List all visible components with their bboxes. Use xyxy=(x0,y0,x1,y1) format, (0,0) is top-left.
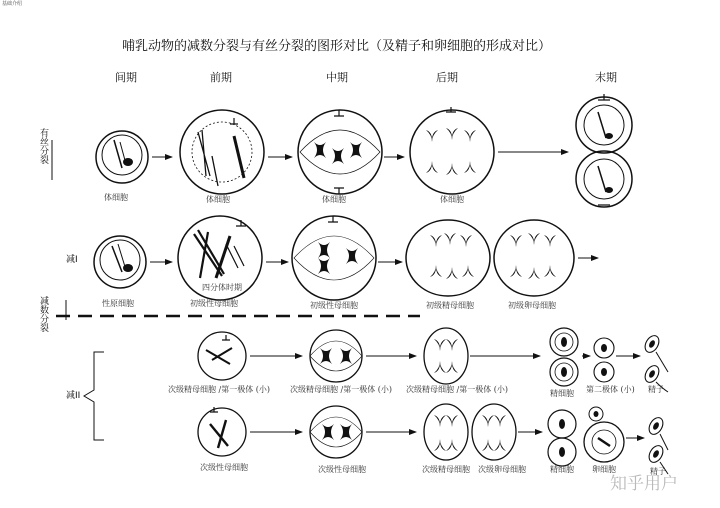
phase-metaphase: 中期 xyxy=(326,71,348,84)
phase-telophase: 末期 xyxy=(595,71,617,84)
label-m2-lower-anaphase-egg: 次级卵母细胞 xyxy=(478,465,526,474)
meiosis2-upper-anaphase-cell xyxy=(424,328,468,384)
label-mitosis-metaphase: 体细胞 xyxy=(322,195,346,204)
label-m2-upper-prophase: 次级精母细胞 /第一极体 (小) xyxy=(168,385,271,394)
meiosis1-anaphase-egg-cell xyxy=(494,220,574,296)
corner-text: 基础介绍 xyxy=(2,1,23,7)
meiosis1-metaphase-cell xyxy=(292,216,376,300)
meiosis2-lower-metaphase-cell xyxy=(310,406,362,458)
label-m2-upper-sperm-cell: 精细胞 xyxy=(550,389,574,398)
phase-interphase: 间期 xyxy=(115,71,137,84)
meiosis1-interphase-cell xyxy=(94,236,146,288)
label-m2-upper-metaphase: 次级精母细胞 /第一极体 (小) xyxy=(290,385,393,394)
mitosis-prophase-cell xyxy=(180,110,264,194)
label-mitosis: 有丝分裂 xyxy=(38,128,48,164)
label-m1-metaphase: 初级性母细胞 xyxy=(310,301,358,310)
meiosis2-upper-metaphase-cell xyxy=(310,330,362,382)
label-m1-tetrad: 四分体时期 xyxy=(202,283,242,292)
meiosis2-lower-prophase-cell xyxy=(198,407,246,456)
label-m2-lower-anaphase-sperm: 次级精母细胞 xyxy=(422,465,470,474)
label-meiosis-2: 减II xyxy=(66,391,81,401)
label-m1-interphase: 性原细胞 xyxy=(102,299,134,308)
meiosis2-lower-spermatids xyxy=(548,410,576,466)
label-mitosis-anaphase: 体细胞 xyxy=(440,195,464,204)
label-m2-lower-sperm-cell: 精细胞 xyxy=(550,465,574,474)
label-m2-lower-prophase: 次级性母细胞 xyxy=(200,463,248,472)
label-m1-anaphase-sperm: 初级精母细胞 xyxy=(426,301,474,310)
label-m1-prophase: 初级性母细胞 xyxy=(190,299,238,308)
meiosis2-upper-spermatids xyxy=(550,328,578,386)
meiosis2-upper-prophase-cell xyxy=(198,332,246,380)
label-m2-upper-anaphase: 次级精母细胞 /第一极体 (小) xyxy=(406,385,509,394)
label-meiosis-1: 减I xyxy=(66,255,78,265)
meiosis2-lower-egg-cell xyxy=(584,407,624,462)
label-m2-upper-sperm: 精子 xyxy=(648,385,664,394)
meiosis2-lower-anaphase-egg-cell xyxy=(472,404,516,460)
meiosis1-anaphase-sperm-cell xyxy=(406,220,490,296)
label-mitosis-interphase: 体细胞 xyxy=(104,193,128,202)
phase-anaphase: 后期 xyxy=(436,71,458,84)
meiosis-2-bracket xyxy=(84,352,104,440)
mitosis-metaphase-cell xyxy=(298,110,382,194)
label-m2-lower-egg: 卵细胞 xyxy=(592,465,616,474)
meiosis2-upper-sperm xyxy=(642,333,668,392)
label-m2-lower-metaphase: 次级性母细胞 xyxy=(318,465,366,474)
mitosis-anaphase-cell xyxy=(410,107,494,194)
label-m1-anaphase-egg: 初级卵母细胞 xyxy=(508,301,556,310)
label-m2-lower-sperm: 精子 xyxy=(650,467,666,476)
page-title: 哺乳动物的减数分裂与有丝分裂的图形对比（及精子和卵细胞的形成对比） xyxy=(122,39,552,54)
mitosis-telophase-cell xyxy=(576,94,632,207)
mitosis-interphase-cell xyxy=(96,131,148,183)
label-m2-upper-polar: 第二极体 (小) xyxy=(586,385,635,394)
meiosis2-upper-polar-bodies xyxy=(594,338,614,382)
meiosis2-lower-sperm xyxy=(646,415,668,474)
meiosis2-lower-anaphase-sperm-cell xyxy=(424,404,468,460)
label-mitosis-prophase: 体细胞 xyxy=(206,195,230,204)
phase-prophase: 前期 xyxy=(210,71,232,84)
watermark: 知乎用户 xyxy=(610,474,678,494)
label-meiosis: 减数分裂 xyxy=(38,296,48,332)
